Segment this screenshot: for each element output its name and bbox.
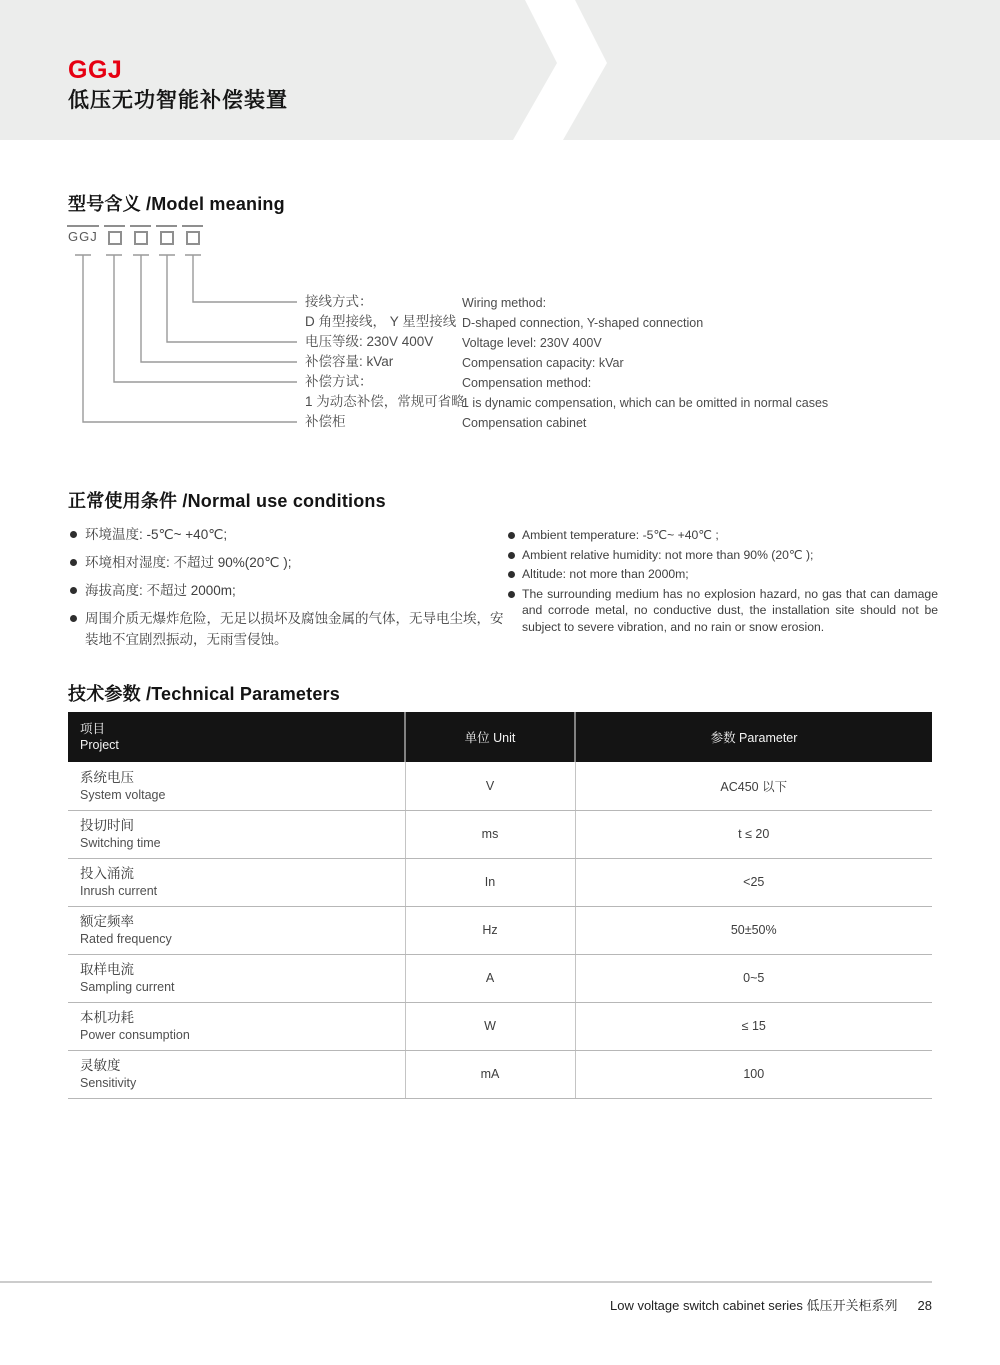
condition-text: Altitude: not more than 2000m; <box>522 567 689 581</box>
code-overline <box>182 225 203 227</box>
diagram-label: 补偿柜 <box>305 414 346 429</box>
bullet-icon <box>70 531 77 538</box>
cell-unit: A <box>405 954 575 1002</box>
list-item <box>506 547 938 564</box>
product-model-title: GGJ <box>68 56 123 84</box>
cell-project <box>68 1050 405 1098</box>
column-header-unit: 单位 Unit <box>405 712 575 762</box>
cell-unit: mA <box>405 1050 575 1098</box>
diagram-label: 1 为动态补偿，常规可省略 <box>305 394 465 409</box>
cell-project <box>68 858 405 906</box>
model-code-box <box>160 231 174 245</box>
diagram-connector-lines <box>0 250 320 430</box>
list-item <box>68 580 516 601</box>
row-label-cn: 取样电流 <box>80 962 134 977</box>
diagram-label: 接线方式： <box>305 294 373 309</box>
bullet-icon <box>70 615 77 622</box>
condition-text: 环境温度: -5℃~ +40℃; <box>85 527 228 542</box>
cell-project <box>68 762 405 810</box>
list-item <box>506 527 938 544</box>
row-label-en: Sensitivity <box>80 1076 137 1090</box>
column-header-project <box>68 712 405 762</box>
model-meaning-heading: 型号含义 /Model meaning <box>68 194 285 214</box>
table-row <box>68 906 932 954</box>
row-label-cn: 系统电压 <box>80 769 134 785</box>
list-item <box>506 586 938 636</box>
model-meaning-labels-en <box>462 293 828 433</box>
row-label-en: Inrush current <box>80 884 158 898</box>
row-label-en: Power consumption <box>80 1028 190 1042</box>
table-row <box>68 810 932 858</box>
cell-unit: W <box>405 1002 575 1050</box>
condition-text: The surrounding medium has no explosion hazard, no gas that can damage and corrode metal, no conductive dust, the installation site should not be subject to severe vibration, and no rain or snow erosion. <box>522 586 938 634</box>
diagram-label: D-shaped connection, Y-shaped connection <box>462 316 704 330</box>
parameters-table <box>68 712 932 1099</box>
bullet-icon <box>70 559 77 566</box>
chevron-decoration-icon <box>500 0 620 140</box>
row-label-cn: 额定频率 <box>80 914 134 929</box>
table-header-row <box>68 712 932 762</box>
condition-text: Ambient relative humidity: not more than 90% (20℃ ); <box>522 547 814 562</box>
row-label-cn: 投切时间 <box>80 818 134 833</box>
condition-text: 周围介质无爆炸危险，无足以损坏及腐蚀金属的气体，无导电尘埃，安装地不宜剧烈振动，无雨雪侵蚀。 <box>85 611 504 647</box>
diagram-label: Compensation capacity: kVar <box>462 356 624 370</box>
diagram-label: 补偿方试： <box>305 374 373 389</box>
code-overline <box>156 225 177 227</box>
column-header-project-cn: 项目 <box>80 722 106 736</box>
list-item <box>68 524 516 545</box>
bullet-icon <box>508 591 515 598</box>
cell-unit: In <box>405 858 575 906</box>
cell-project <box>68 810 405 858</box>
diagram-label: 1 is dynamic compensation, which can be omitted in normal cases <box>462 396 829 410</box>
diagram-label: D 角型接线， Y 星型接线 <box>305 314 457 329</box>
diagram-label: 补偿容量: kVar <box>305 354 394 369</box>
title-block <box>68 55 288 115</box>
model-code-prefix: GGJ <box>68 229 98 244</box>
table-row <box>68 1002 932 1050</box>
cell-unit: V <box>405 762 575 810</box>
row-label-cn: 投入涌流 <box>80 866 134 881</box>
model-code-box <box>108 231 122 245</box>
condition-text: Ambient temperature: -5℃~ +40℃ ; <box>522 528 719 542</box>
model-code-box <box>186 231 200 245</box>
bullet-icon <box>508 571 515 578</box>
cell-unit: ms <box>405 810 575 858</box>
bullet-icon <box>70 587 77 594</box>
page-number: 28 <box>917 1298 932 1313</box>
code-overline <box>130 225 151 227</box>
cell-project <box>68 906 405 954</box>
list-item <box>68 608 516 650</box>
cell-project <box>68 1002 405 1050</box>
condition-text: 环境相对湿度: 不超过 90%(20℃ ); <box>85 555 292 570</box>
cell-parameter: ≤ 15 <box>575 1002 932 1050</box>
column-header-project-en: Project <box>80 738 119 752</box>
table-row <box>68 954 932 1002</box>
bullet-icon <box>508 552 515 559</box>
diagram-label: Compensation method: <box>462 376 592 390</box>
product-subtitle: 低压无功智能补偿装置 <box>68 89 288 112</box>
footer-series-label: Low voltage switch cabinet series 低压开关柜系列 <box>609 1298 898 1313</box>
model-meaning-labels-cn <box>305 292 465 432</box>
row-label-en: Sampling current <box>80 980 175 994</box>
cell-parameter: <25 <box>575 858 932 906</box>
cell-project <box>68 954 405 1002</box>
list-item <box>506 566 938 583</box>
table-row <box>68 762 932 810</box>
cell-parameter: 50±50% <box>575 906 932 954</box>
column-header-parameter: 参数 Parameter <box>575 712 932 762</box>
table-row <box>68 1050 932 1098</box>
condition-text: 海拔高度: 不超过 2000m; <box>85 583 236 598</box>
code-overline <box>67 225 99 227</box>
bullet-icon <box>508 532 515 539</box>
row-label-cn: 灵敏度 <box>80 1058 121 1073</box>
model-code-box <box>134 231 148 245</box>
table-row <box>68 858 932 906</box>
conditions-list-cn <box>68 524 516 657</box>
cell-parameter: 0~5 <box>575 954 932 1002</box>
footer-divider <box>0 1281 932 1283</box>
cell-parameter: AC450 以下 <box>575 762 932 810</box>
list-item <box>68 552 516 573</box>
cell-parameter: 100 <box>575 1050 932 1098</box>
row-label-en: Rated frequency <box>80 932 172 946</box>
diagram-label: Wiring method: <box>462 296 547 310</box>
code-overline <box>104 225 125 227</box>
conditions-list-en <box>506 527 938 638</box>
parameters-heading: 技术参数 /Technical Parameters <box>68 684 340 704</box>
row-label-en: System voltage <box>80 787 166 802</box>
diagram-label: Compensation cabinet <box>462 416 587 430</box>
cell-unit: Hz <box>405 906 575 954</box>
footer <box>0 1295 932 1314</box>
diagram-label: 电压等级: 230V 400V <box>305 334 434 349</box>
row-label-en: Switching time <box>80 836 161 850</box>
diagram-label: Voltage level: 230V 400V <box>462 336 602 350</box>
cell-parameter: t ≤ 20 <box>575 810 932 858</box>
page-banner <box>0 0 1000 140</box>
conditions-heading: 正常使用条件 /Normal use conditions <box>68 491 386 511</box>
row-label-cn: 本机功耗 <box>80 1010 134 1025</box>
